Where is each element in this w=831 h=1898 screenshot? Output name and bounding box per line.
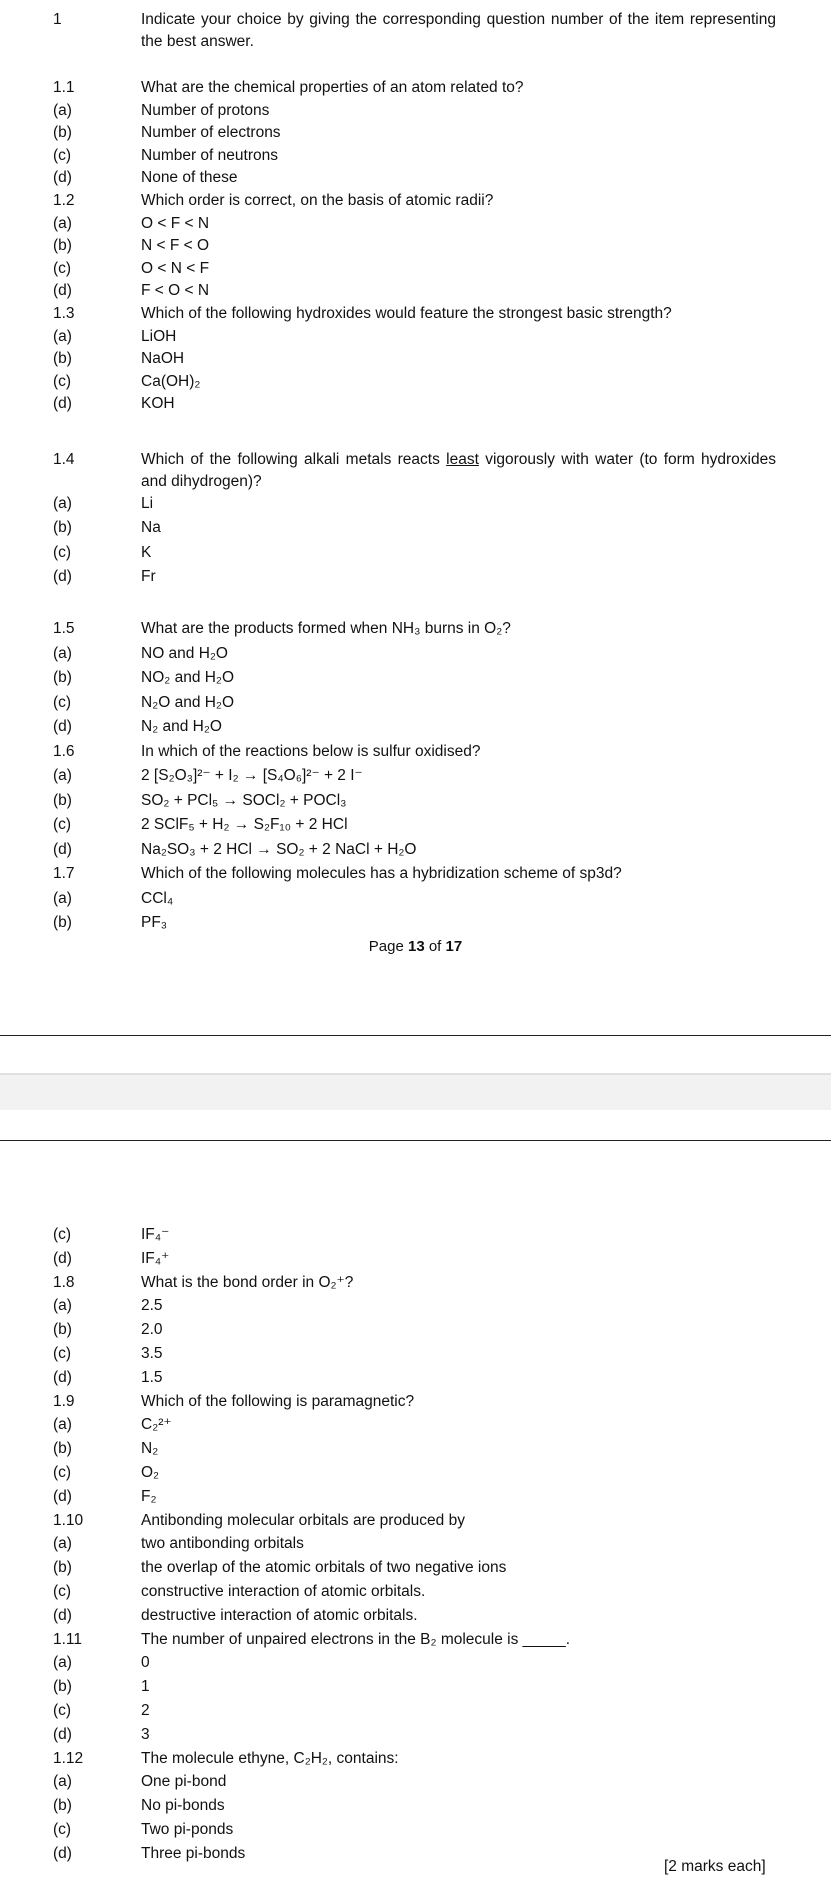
question-row [0, 303, 831, 325]
section-number: 1 [53, 11, 62, 28]
option-row [0, 1295, 831, 1317]
option-letter: (d) [53, 718, 72, 735]
option-text: N₂ [141, 1440, 159, 1458]
option-letter: (d) [53, 568, 72, 586]
option-text: One pi-bond [141, 1773, 227, 1791]
question-number: 1.8 [53, 1273, 75, 1291]
question-text: The number of unpaired electrons in the B₂ molecule is _____. [141, 1630, 571, 1648]
option-row [0, 167, 831, 189]
option-text: 2.0 [141, 1321, 163, 1339]
option-letter: (b) [53, 1440, 72, 1458]
option-text: Three pi-bonds [141, 1844, 246, 1862]
option-letter: (b) [53, 1678, 72, 1696]
question-row [0, 741, 831, 763]
question-text: Which of the following hydroxides would feature the strongest basic strength? [141, 305, 672, 322]
option-letter: (b) [53, 350, 72, 368]
option-row [0, 122, 831, 144]
option-letter: (d) [53, 1368, 72, 1386]
option-row [0, 493, 831, 515]
option-row [0, 566, 831, 588]
option-text: two antibonding orbitals [141, 1535, 304, 1553]
question-row [0, 1748, 831, 1770]
option-letter: (b) [53, 914, 72, 931]
question-row [0, 863, 831, 885]
option-row [0, 213, 831, 235]
question-text: Which order is correct, on the basis of atomic radii? [141, 192, 494, 209]
option-letter: (a) [53, 767, 72, 784]
option-letter: (d) [53, 1249, 72, 1267]
option-text: Number of neutrons [141, 146, 278, 164]
footer-current-page: 13 [407, 938, 425, 955]
option-text: IF₄⁺ [141, 1249, 170, 1267]
option-row [0, 765, 831, 787]
option-letter: (c) [53, 146, 72, 164]
question-number: 1.12 [53, 1749, 84, 1767]
question-row [0, 1629, 831, 1651]
question-row [0, 77, 831, 99]
option-row [0, 1795, 831, 1817]
question-row [0, 1272, 831, 1294]
option-text: No pi-bonds [141, 1797, 225, 1815]
option-letter: (d) [53, 840, 72, 858]
option-text: 3 [141, 1725, 150, 1743]
option-letter: (d) [53, 395, 72, 413]
question-row [0, 1391, 831, 1413]
option-row [0, 1248, 831, 1270]
question-text: The molecule ethyne, C₂H₂, contains: [141, 1749, 399, 1767]
option-text: O < F < N [141, 214, 210, 232]
option-letter: (b) [53, 519, 72, 537]
option-letter: (a) [53, 1773, 72, 1791]
option-text: 2 [S₂O₃]²⁻ + I₂ → [S₄O₆]²⁻ + 2 I⁻ [141, 767, 363, 784]
option-text: N < F < O [141, 237, 210, 255]
page-footer [0, 938, 831, 955]
option-letter: (c) [53, 543, 72, 561]
option-letter: (d) [53, 1844, 72, 1862]
option-letter: (d) [53, 1606, 72, 1624]
option-text: PF₃ [141, 914, 168, 931]
option-row [0, 1533, 831, 1555]
option-letter: (d) [53, 1487, 72, 1505]
option-text: NaOH [141, 350, 185, 368]
option-row [0, 1319, 831, 1341]
option-row [0, 1462, 831, 1484]
option-letter: (a) [53, 1654, 72, 1672]
option-letter: (b) [53, 669, 72, 686]
option-row [0, 1676, 831, 1698]
instruction-text: Indicate your choice by giving the corresponding question number of the item representing the best answer. [141, 11, 776, 50]
question-row [0, 1510, 831, 1532]
option-text: 2 [141, 1702, 150, 1719]
option-text: N₂O and H₂O [141, 693, 235, 711]
option-row [0, 1724, 831, 1746]
question-number: 1.3 [53, 305, 75, 322]
question-number: 1.1 [53, 79, 75, 96]
option-text: 3.5 [141, 1345, 163, 1362]
option-letter: (a) [53, 1297, 72, 1315]
option-row [0, 1819, 831, 1841]
option-row [0, 667, 831, 689]
page-bottom-rule [0, 1035, 831, 1036]
option-letter: (a) [53, 644, 72, 662]
option-row [0, 280, 831, 302]
question-number: 1.10 [53, 1511, 84, 1529]
option-row [0, 692, 831, 714]
question-text: What is the bond order in O₂⁺? [141, 1273, 354, 1291]
option-text: F₂ [141, 1487, 157, 1505]
option-text: C₂²⁺ [141, 1416, 172, 1434]
option-row [0, 393, 831, 415]
option-row [0, 1557, 831, 1579]
option-row [0, 1486, 831, 1508]
option-row [0, 1771, 831, 1793]
question-row [0, 618, 831, 640]
footer-total-pages: 17 [445, 938, 463, 955]
q14-underlined-word: least [446, 451, 479, 468]
question-text: In which of the reactions below is sulfur oxidised? [141, 742, 481, 760]
option-row [0, 1224, 831, 1246]
option-letter: (c) [53, 259, 72, 277]
q14-text-before: Which of the following alkali metals reacts [141, 451, 447, 468]
option-text: 2.5 [141, 1297, 163, 1315]
option-text: Na [141, 519, 161, 537]
option-letter: (a) [53, 101, 72, 119]
option-text: Number of protons [141, 101, 270, 119]
option-letter: (b) [53, 1797, 72, 1815]
option-text: Na₂SO₃ + 2 HCl → SO₂ + 2 NaCl + H₂O [141, 840, 417, 858]
option-letter: (d) [53, 1725, 72, 1743]
option-letter: (d) [53, 169, 72, 187]
question-number: 1.9 [53, 1392, 75, 1410]
option-text: destructive interaction of atomic orbitals. [141, 1606, 418, 1624]
page-gap [0, 1073, 831, 1110]
option-letter: (a) [53, 889, 72, 907]
option-letter: (c) [53, 1583, 72, 1600]
option-row [0, 814, 831, 836]
question-number: 1.6 [53, 742, 75, 760]
option-text: None of these [141, 169, 238, 187]
option-row [0, 790, 831, 812]
question-number: 1.4 [53, 451, 75, 468]
page-top-rule [0, 1140, 831, 1141]
option-text: constructive interaction of atomic orbitals. [141, 1583, 426, 1600]
option-letter: (c) [53, 1345, 72, 1362]
option-text: 1.5 [141, 1368, 163, 1386]
option-text: KOH [141, 395, 175, 413]
option-row [0, 348, 831, 370]
option-letter: (c) [53, 1821, 72, 1838]
option-text: NO₂ and H₂O [141, 669, 235, 686]
option-letter: (b) [53, 124, 72, 142]
option-letter: (c) [53, 1464, 72, 1481]
option-row [0, 643, 831, 665]
option-letter: (c) [53, 1226, 72, 1243]
question-number: 1.11 [53, 1630, 83, 1648]
option-letter: (c) [53, 1702, 72, 1719]
option-text: SO₂ + PCl₅ → SOCl₂ + POCl₃ [141, 791, 347, 809]
option-letter: (c) [53, 693, 72, 711]
option-text: 0 [141, 1654, 150, 1672]
question-row [0, 190, 831, 212]
option-text: NO and H₂O [141, 644, 228, 662]
option-text: Fr [141, 568, 156, 586]
option-letter: (b) [53, 1559, 72, 1577]
option-row [0, 100, 831, 122]
option-row [0, 1438, 831, 1460]
option-row [0, 542, 831, 564]
option-row [0, 1581, 831, 1603]
option-row [0, 326, 831, 348]
footer-middle: of [424, 938, 446, 955]
question-text: What are the products formed when NH₃ burns in O₂? [141, 620, 511, 637]
option-row [0, 912, 831, 934]
option-row [0, 716, 831, 738]
question-number: 1.7 [53, 865, 75, 882]
marks-note: [2 marks each] [664, 1858, 766, 1875]
option-row [0, 1700, 831, 1722]
option-row [0, 888, 831, 910]
option-letter: (b) [53, 1321, 72, 1339]
option-row [0, 1652, 831, 1674]
option-text: IF₄⁻ [141, 1226, 170, 1243]
option-letter: (a) [53, 327, 72, 345]
option-text: O₂ [141, 1464, 160, 1481]
option-letter: (a) [53, 1416, 72, 1434]
question-text: Which of the following molecules has a hybridization scheme of sp3d? [141, 865, 622, 882]
option-letter: (a) [53, 1535, 72, 1553]
option-row [0, 258, 831, 280]
question-number: 1.5 [53, 620, 75, 637]
option-letter: (a) [53, 214, 72, 232]
question-text: Which of the following is paramagnetic? [141, 1392, 415, 1410]
option-text: F < O < N [141, 282, 210, 300]
option-row [0, 839, 831, 861]
option-letter: (b) [53, 237, 72, 255]
option-text: CCl₄ [141, 889, 174, 907]
option-text: O < N < F [141, 259, 210, 277]
option-text: the overlap of the atomic orbitals of two negative ions [141, 1559, 507, 1577]
option-letter: (d) [53, 282, 72, 300]
option-row [0, 1343, 831, 1365]
option-text: Ca(OH)₂ [141, 372, 201, 390]
option-row [0, 371, 831, 393]
option-row [0, 235, 831, 257]
option-letter: (a) [53, 495, 72, 512]
option-text: K [141, 543, 152, 561]
question-text: What are the chemical properties of an atom related to? [141, 79, 524, 96]
option-text: 2 SClF₅ + H₂ → S₂F₁₀ + 2 HCl [141, 816, 348, 833]
option-text: N₂ and H₂O [141, 718, 222, 735]
option-text: Number of electrons [141, 124, 281, 142]
option-letter: (b) [53, 791, 72, 809]
option-text: 1 [141, 1678, 150, 1696]
option-text: LiOH [141, 327, 177, 345]
option-row [0, 517, 831, 539]
footer-prefix: Page [368, 938, 408, 955]
option-text: Two pi-ponds [141, 1821, 234, 1838]
option-row [0, 1605, 831, 1627]
option-text: Li [141, 495, 154, 512]
option-row [0, 1367, 831, 1389]
question-number: 1.2 [53, 192, 75, 209]
option-letter: (c) [53, 816, 72, 833]
question-text: Antibonding molecular orbitals are produced by [141, 1511, 465, 1529]
option-row [0, 1414, 831, 1436]
q14-text-after: vigorously with water (to form hydroxides and dihydrogen)? [141, 451, 776, 490]
question-1-4-text [141, 449, 776, 493]
option-row [0, 145, 831, 167]
option-letter: (c) [53, 372, 72, 390]
